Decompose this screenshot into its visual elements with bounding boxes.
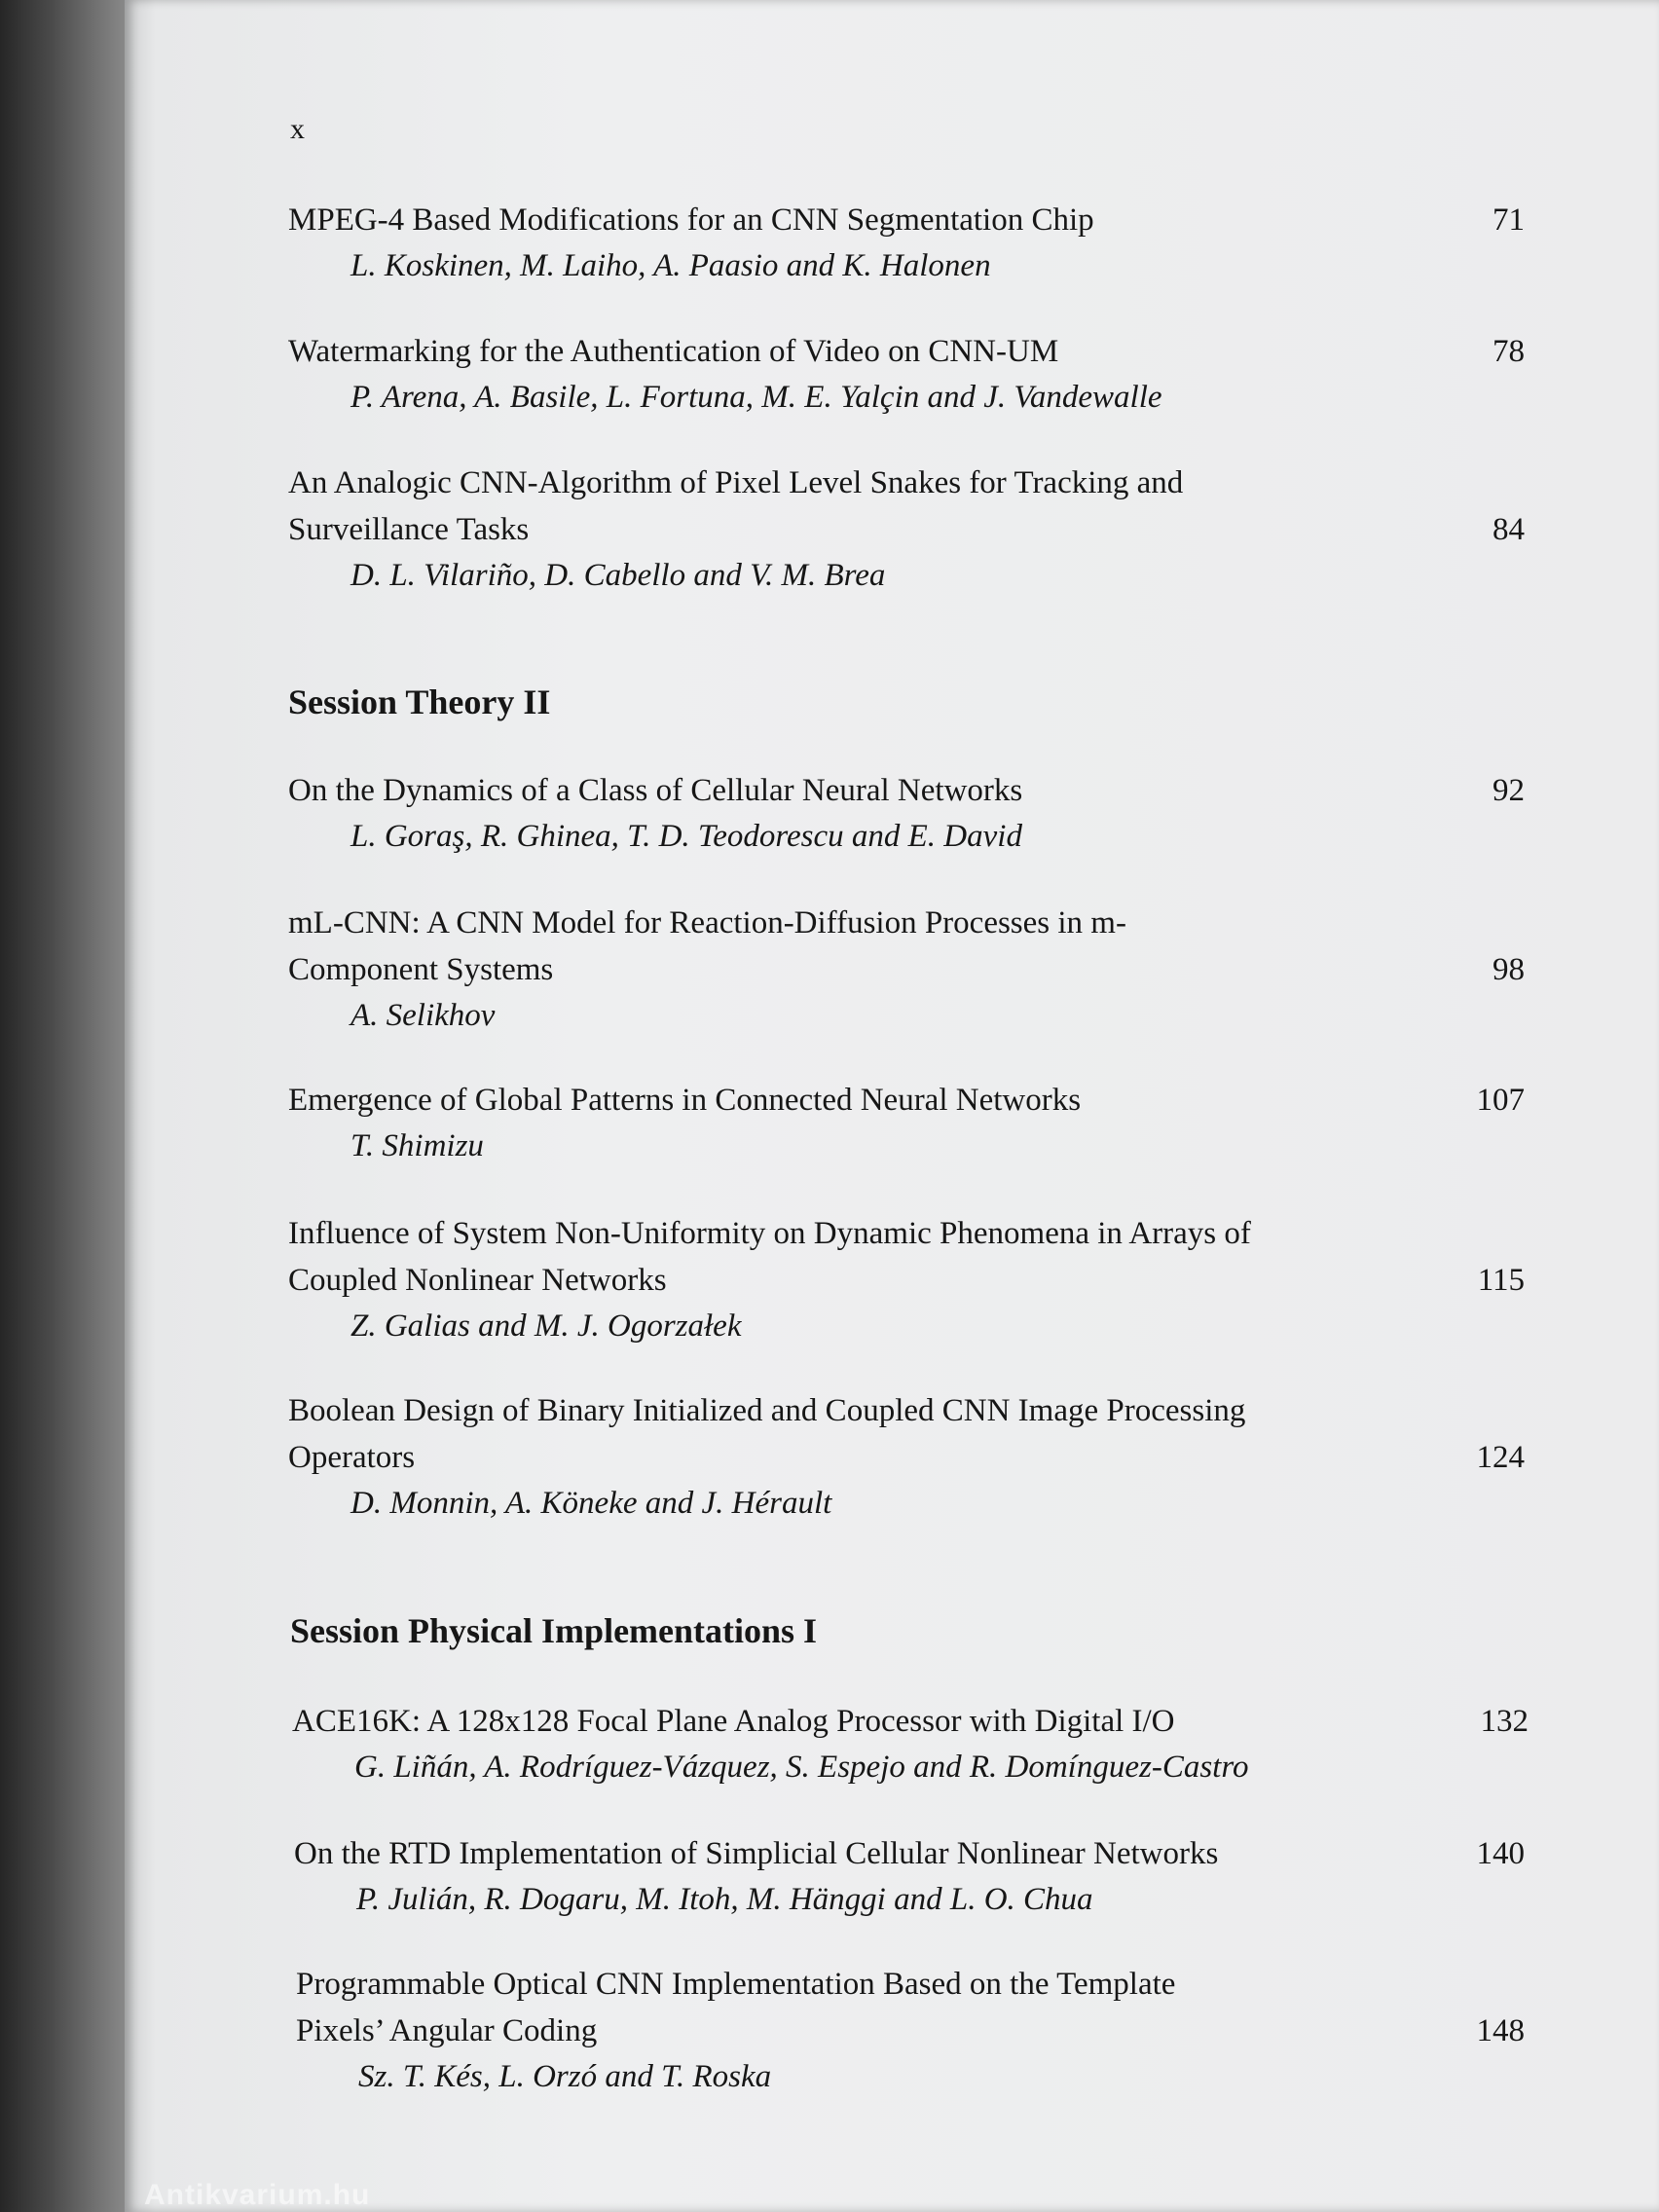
toc-entry bbox=[292, 1698, 1529, 1789]
entry-page-number: 92 bbox=[1493, 773, 1525, 808]
entry-title-continued: Component Systems bbox=[288, 952, 554, 987]
entry-page-number: 140 bbox=[1476, 1836, 1525, 1871]
entry-page-number: 148 bbox=[1476, 2013, 1525, 2048]
entry-page-number: 132 bbox=[1480, 1704, 1529, 1739]
entry-page-number: 115 bbox=[1477, 1263, 1525, 1298]
entry-authors: T. Shimizu bbox=[350, 1128, 484, 1163]
toc-entry bbox=[288, 460, 1525, 598]
toc-entry bbox=[288, 1077, 1525, 1168]
watermark-text: Antikvarium.hu bbox=[144, 2179, 371, 2211]
entry-title: ACE16K: A 128x128 Focal Plane Analog Processor with Digital I/O bbox=[292, 1704, 1175, 1739]
toc-entry bbox=[288, 1210, 1525, 1348]
entry-page-number: 124 bbox=[1476, 1440, 1525, 1475]
entry-authors: P. Julián, R. Dogaru, M. Itoh, M. Hänggi and L. O. Chua bbox=[356, 1882, 1093, 1917]
entry-title: Watermarking for the Authentication of Video on CNN-UM bbox=[288, 334, 1059, 369]
entry-authors: Sz. T. Kés, L. Orzó and T. Roska bbox=[358, 2059, 772, 2094]
entry-title: Emergence of Global Patterns in Connected Neural Networks bbox=[288, 1083, 1082, 1118]
toc-entry bbox=[288, 767, 1525, 859]
entry-title: mL-CNN: A CNN Model for Reaction-Diffusion Processes in m- bbox=[288, 905, 1126, 940]
entry-title-continued: Surveillance Tasks bbox=[288, 512, 530, 547]
entry-title: On the RTD Implementation of Simplicial Cellular Nonlinear Networks bbox=[294, 1836, 1219, 1871]
entry-authors: D. L. Vilariño, D. Cabello and V. M. Brea bbox=[350, 558, 886, 593]
entry-authors: A. Selikhov bbox=[350, 998, 496, 1033]
toc-entry bbox=[288, 197, 1525, 288]
entry-title: MPEG-4 Based Modifications for an CNN Segmentation Chip bbox=[288, 203, 1094, 238]
toc-entry bbox=[296, 1961, 1525, 2099]
session-heading: Session Physical Implementations I bbox=[290, 1611, 818, 1650]
entry-page-number: 107 bbox=[1476, 1083, 1525, 1118]
entry-authors: D. Monnin, A. Köneke and J. Hérault bbox=[350, 1486, 832, 1521]
entry-page-number: 84 bbox=[1493, 512, 1525, 547]
toc-entry bbox=[294, 1830, 1525, 1922]
entry-title: Boolean Design of Binary Initialized and Coupled CNN Image Processing bbox=[288, 1393, 1246, 1428]
entry-title: Programmable Optical CNN Implementation Based on the Template bbox=[296, 1967, 1176, 2002]
toc-entry bbox=[288, 1387, 1525, 1526]
entry-authors: L. Koskinen, M. Laiho, A. Paasio and K. Halonen bbox=[350, 248, 991, 283]
entry-authors: Z. Galias and M. J. Ogorzałek bbox=[350, 1309, 742, 1344]
entry-title-continued: Operators bbox=[288, 1440, 416, 1475]
entry-authors: L. Goraş, R. Ghinea, T. D. Teodorescu and E. David bbox=[350, 819, 1022, 854]
entry-title-continued: Pixels’ Angular Coding bbox=[296, 2013, 598, 2048]
entry-authors: P. Arena, A. Basile, L. Fortuna, M. E. Yalçin and J. Vandewalle bbox=[350, 380, 1162, 415]
entry-authors: G. Liñán, A. Rodríguez-Vázquez, S. Espejo and R. Domínguez-Castro bbox=[354, 1750, 1249, 1785]
entry-title: Influence of System Non-Uniformity on Dynamic Phenomena in Arrays of bbox=[288, 1216, 1251, 1251]
page-number-label: x bbox=[290, 113, 305, 145]
entry-page-number: 78 bbox=[1493, 334, 1525, 369]
session-heading: Session Theory II bbox=[288, 682, 551, 721]
toc-entry bbox=[288, 900, 1525, 1038]
toc-entry bbox=[288, 328, 1525, 420]
entry-title: An Analogic CNN-Algorithm of Pixel Level Snakes for Tracking and bbox=[288, 465, 1184, 500]
entry-title-continued: Coupled Nonlinear Networks bbox=[288, 1263, 667, 1298]
entry-title: On the Dynamics of a Class of Cellular Neural Networks bbox=[288, 773, 1023, 808]
entry-page-number: 98 bbox=[1493, 952, 1525, 987]
entry-page-number: 71 bbox=[1493, 203, 1525, 238]
